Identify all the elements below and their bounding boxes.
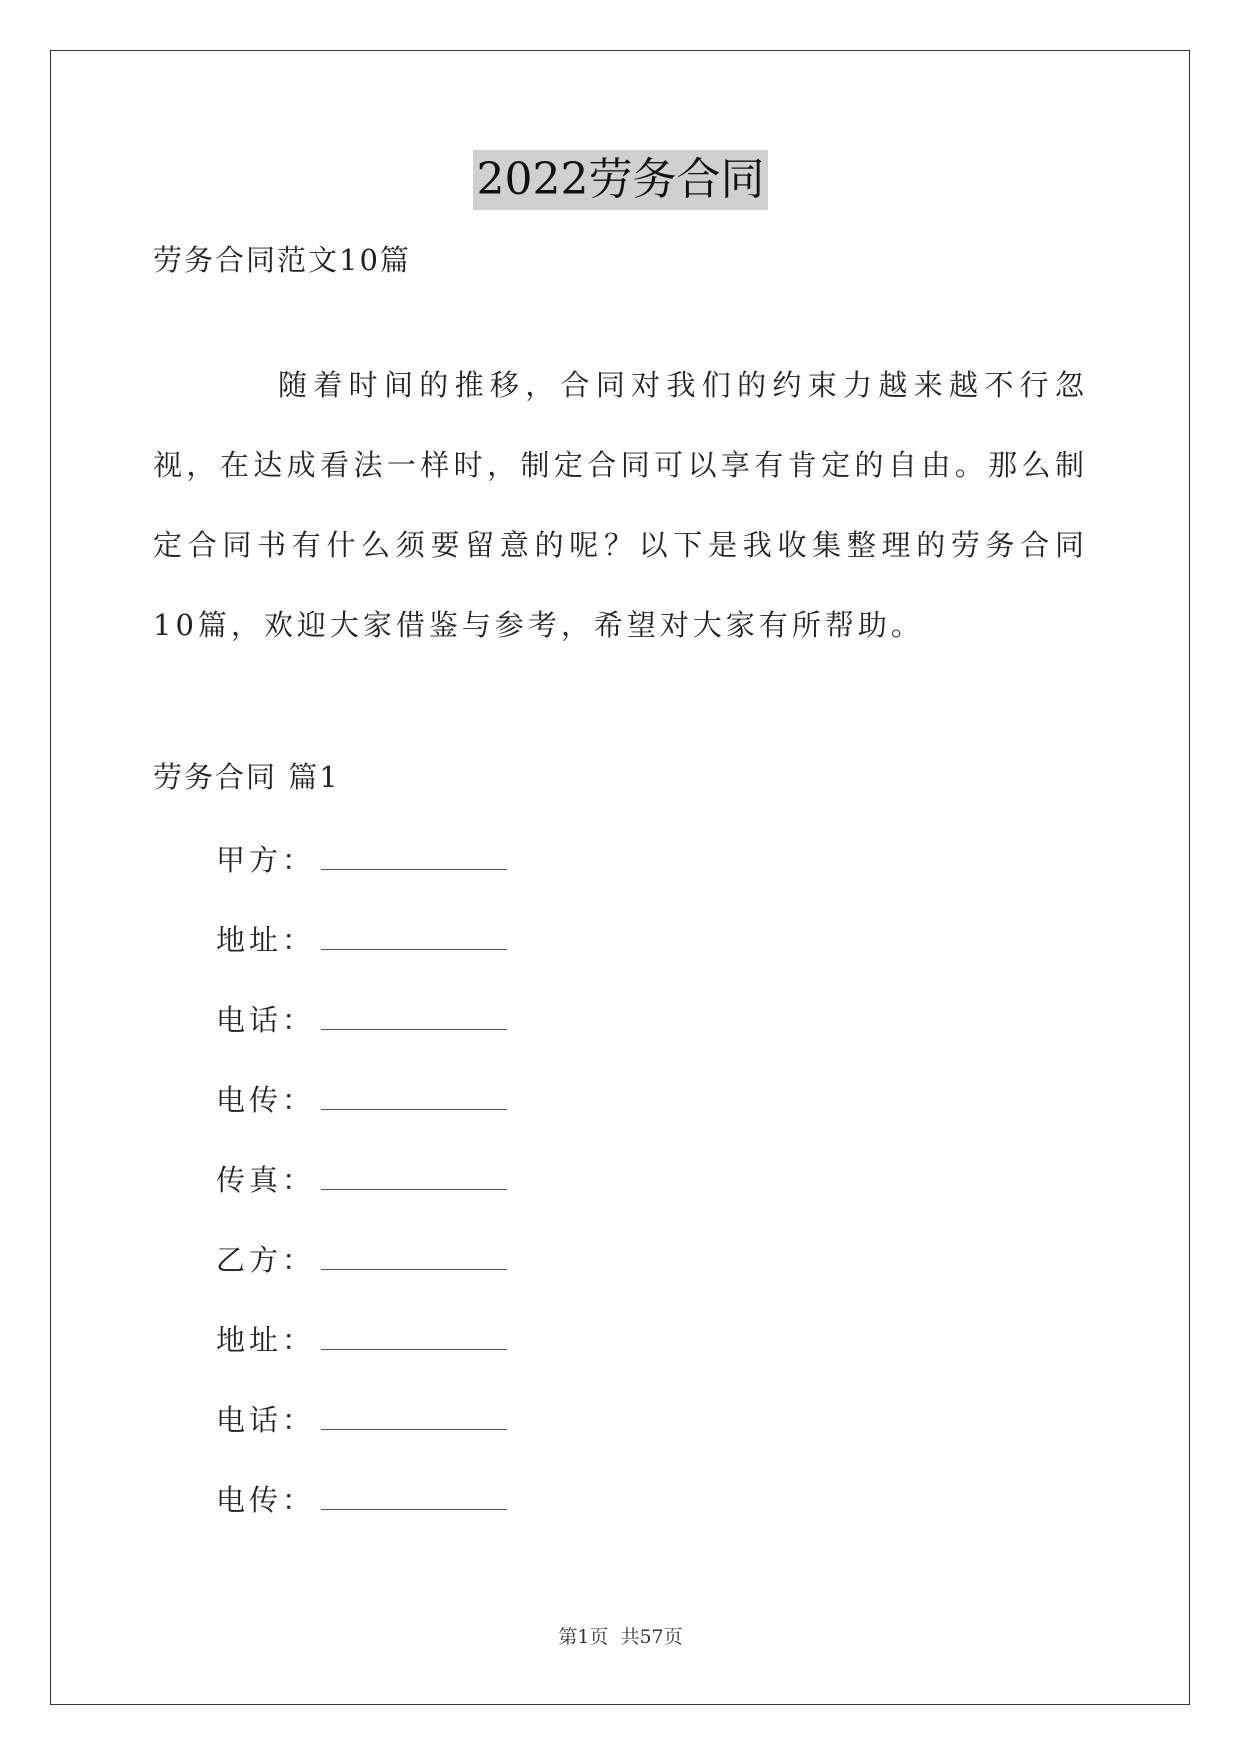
blank-line[interactable] — [321, 923, 507, 950]
form-field-phone-a — [216, 998, 507, 1039]
title-container — [0, 150, 1241, 210]
form-field-address-b — [216, 1318, 507, 1359]
blank-line[interactable] — [321, 1403, 507, 1430]
document-title: 2022劳务合同 — [473, 150, 769, 210]
form-field-party-a — [216, 838, 507, 879]
page-number: 第1页 — [558, 1626, 609, 1648]
blank-line[interactable] — [321, 1323, 507, 1350]
form-field-telex-b — [216, 1478, 507, 1519]
page-footer — [0, 1622, 1241, 1649]
blank-line[interactable] — [321, 1083, 507, 1110]
form-field-telex-a — [216, 1078, 507, 1119]
field-label: 电传： — [216, 1483, 316, 1517]
document-subtitle: 劳务合同范文10篇 — [153, 243, 411, 277]
intro-paragraph: 随着时间的推移，合同对我们的约束力越来越不行忽视，在达成看法一样时，制定合同可以享有肯定的自由。那么制定合同书有什么须要留意的呢？以下是我收集整理的劳务合同10篇，欢迎大家借鉴与参考，希望对大家有所帮助。 — [153, 368, 1088, 642]
blank-line[interactable] — [321, 1163, 507, 1190]
field-label: 传真： — [216, 1163, 316, 1197]
form-field-fax-a — [216, 1158, 507, 1199]
page-total: 共57页 — [620, 1626, 683, 1648]
form-field-phone-b — [216, 1398, 507, 1439]
form-field-address-a — [216, 918, 507, 959]
form-field-party-b — [216, 1238, 507, 1279]
blank-line[interactable] — [321, 843, 507, 870]
section-title: 劳务合同 篇1 — [153, 760, 340, 794]
field-label: 电传： — [216, 1083, 316, 1117]
blank-line[interactable] — [321, 1003, 507, 1030]
field-label: 电话： — [216, 1403, 316, 1437]
field-label: 地址： — [216, 1323, 316, 1357]
blank-line[interactable] — [321, 1243, 507, 1270]
blank-line[interactable] — [321, 1483, 507, 1510]
field-label: 乙方： — [216, 1243, 316, 1277]
field-label: 地址： — [216, 923, 316, 957]
field-label: 电话： — [216, 1003, 316, 1037]
field-label: 甲方： — [216, 843, 316, 877]
